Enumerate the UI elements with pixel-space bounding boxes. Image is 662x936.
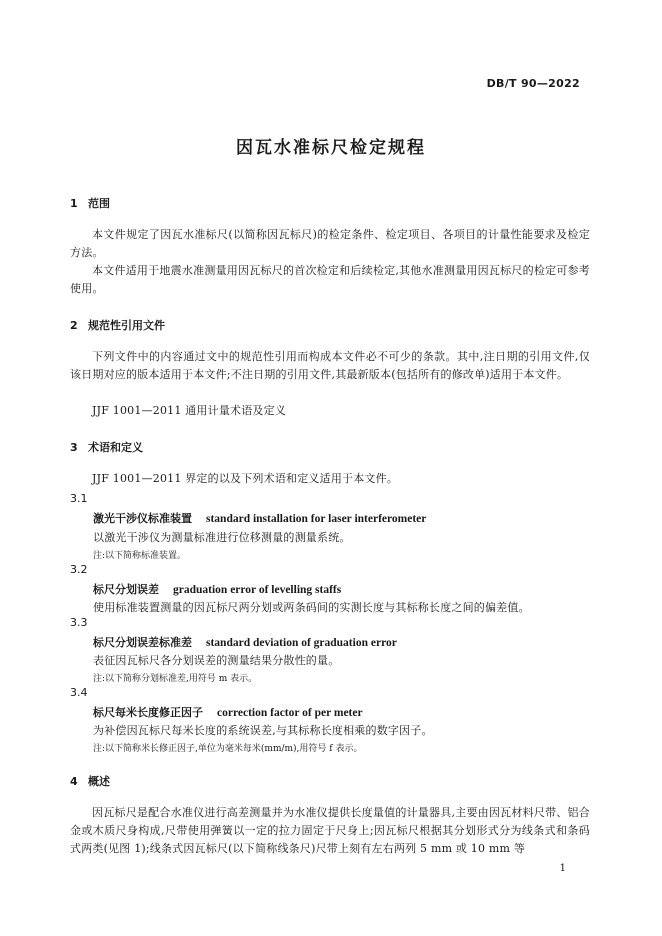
term-zh: 标尺分划误差 [93,583,159,596]
section-1-paragraph-1: 本文件规定了因瓦水准标尺(以简称因瓦标尺)的检定条件、检定项目、各项目的计量性能要求及检定方法。 [70,228,590,259]
page-number: 1 [559,863,566,874]
section-1-paragraph-2: 本文件适用于地震水准测量用因瓦标尺的首次检定和后续检定,其他水准测量用因瓦标尺的检定可参考使用。 [70,264,590,295]
section-4-paragraph-1: 因瓦标尺是配合水准仪进行高差测量并为水准仪提供长度量值的计量器具,主要由因瓦材料尺带、铝合金或木质尺身构成,尺带使用弹簧以一定的拉力固定于尺身上;因瓦标尺根据其分划形式分为线条式和条码式两类(见图 1);线条式因瓦标尺(以下简称线条尺)尺带上刻有左右两列 5 mm 或 10 mm 等 [70,806,590,855]
term-en: standard installation for laser interferometer [206,513,427,525]
term-number: 3.4 [70,686,88,699]
term-definition: 使用标准装置测量的因瓦标尺两分划或两条码间的实测长度与其标称长度之间的偏差值。 [93,601,530,614]
term-number: 3.1 [70,492,88,505]
section-number: 4 [70,775,78,788]
term-note: 注:以下简称分划标准差,用符号 m 表示。 [93,674,258,684]
section-title: 规范性引用文件 [88,319,165,332]
page-title: 因瓦水准标尺检定规程 [236,138,426,158]
section-1-heading [70,195,110,211]
term-en: correction factor of per meter [217,707,363,719]
term-note: 注:以下简称米长修正因子,单位为毫米每米(mm/m),用符号 f 表示。 [93,744,363,754]
term-definition: 表征因瓦标尺各分划误差的测量结果分散性的量。 [93,654,340,667]
term-note: 注:以下简称标准装置。 [93,551,187,561]
section-3-heading [70,439,143,455]
term-title [93,510,426,526]
term-definition: 为补偿因瓦标尺每米长度的系统误差,与其标称长度相乘的数字因子。 [93,724,433,737]
term-en: standard deviation of graduation error [206,637,397,649]
section-2-heading [70,317,165,333]
term-zh: 标尺分划误差标准差 [93,636,192,649]
section-number: 1 [70,197,78,210]
term-zh: 标尺每米长度修正因子 [93,706,203,719]
term-definition: 以激光干涉仪为测量标准进行位移测量的测量系统。 [93,531,351,544]
term-zh: 激光干涉仪标准装置 [93,512,192,525]
section-4-heading [70,773,110,789]
section-title: 概述 [88,775,110,788]
section-number: 2 [70,319,78,332]
term-number: 3.3 [70,616,88,629]
term-title [93,704,363,720]
section-number: 3 [70,441,78,454]
term-title [93,634,397,650]
term-title [93,581,341,597]
section-2-paragraph-1: 下列文件中的内容通过文中的规范性引用而构成本文件必不可少的条款。其中,注日期的引用文件,仅该日期对应的版本适用于本文件;不注日期的引用文件,其最新版本(包括所有的修改单)适用于本文件。 [70,350,590,381]
term-en: graduation error of levelling staffs [173,584,342,596]
section-title: 术语和定义 [88,441,143,454]
section-3-intro: JJF 1001—2011 界定的以及下列术语和定义适用于本文件。 [92,472,399,485]
reference-item: JJF 1001—2011 通用计量术语及定义 [92,404,287,417]
document-code: DB/T 90—2022 [486,77,580,90]
section-title: 范围 [88,197,110,210]
term-number: 3.2 [70,563,88,576]
